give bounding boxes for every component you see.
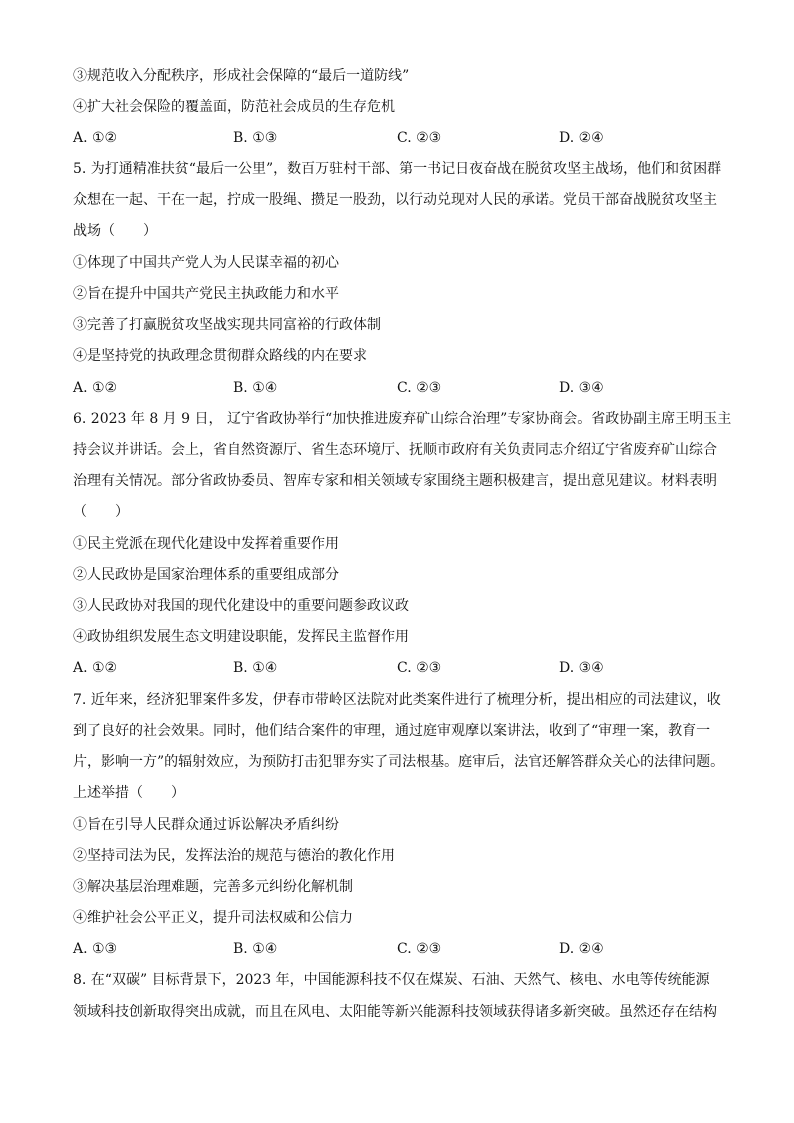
q6-option-b: B. ①④ bbox=[233, 660, 278, 676]
q7-stem-line-2: 到了良好的社会效果。同时，他们结合案件的审理，通过庭审观摩以案讲法，收到了“审理一案，教育一 bbox=[73, 723, 711, 739]
q8-stem-line-2: 领域科技创新取得突出成就，而且在风电、太阳能等新兴能源科技领域获得诸多新突破。虽然还存在结构 bbox=[73, 1004, 717, 1020]
q5-item-1: ①体现了中国共产党人为人民谋幸福的初心 bbox=[73, 255, 339, 271]
q6-stem-line-3: 治理有关情况。部分省政协委员、智库专家和相关领域专家围绕主题积极建言，提出意见建议。材料表明 bbox=[73, 473, 717, 489]
q5-item-2: ②旨在提升中国共产党民主执政能力和水平 bbox=[73, 286, 339, 302]
q5-item-4: ④是坚持党的执政理念贯彻群众路线的内在要求 bbox=[73, 348, 367, 364]
q5-option-d: D. ③④ bbox=[559, 380, 604, 396]
q5-option-c: C. ②③ bbox=[397, 380, 442, 396]
q6-option-c: C. ②③ bbox=[397, 660, 442, 676]
q5-options bbox=[73, 378, 733, 398]
q6-stem-line-2: 持会议并讲话。会上，省自然资源厅、省生态环境厅、抚顺市政府有关负责同志介绍辽宁省废弃矿山综合 bbox=[73, 442, 717, 458]
q6-option-a: A. ①② bbox=[73, 660, 118, 676]
q7-option-b: B. ①④ bbox=[233, 941, 278, 957]
q7-item-2: ②坚持司法为民，发挥法治的规范与德治的教化作用 bbox=[73, 848, 395, 864]
q6-options bbox=[73, 658, 733, 678]
q6-stem-line-4: （ ） bbox=[73, 504, 129, 520]
q4-option-c: C. ②③ bbox=[397, 130, 442, 146]
q6-item-1: ①民主党派在现代化建设中发挥着重要作用 bbox=[73, 536, 339, 552]
q7-stem-line-1: 7. 近年来，经济犯罪案件多发，伊春市带岭区法院对此类案件进行了梳理分析，提出相应的司法建议，收 bbox=[73, 692, 721, 708]
q5-stem-line-2: 众想在一起、干在一起，拧成一股绳、攒足一股劲，以行动兑现对人民的承诺。党员干部奋战脱贫攻坚主 bbox=[73, 192, 717, 208]
q6-item-4: ④政协组织发展生态文明建设职能，发挥民主监督作用 bbox=[73, 629, 409, 645]
q4-item-3: ③规范收入分配秩序，形成社会保障的“最后一道防线” bbox=[73, 68, 410, 84]
q5-stem-line-1: 5. 为打通精准扶贫“最后一公里”，数百万驻村干部、第一书记日夜奋战在脱贫攻坚主战场，他们和贫困群 bbox=[73, 161, 722, 177]
q5-stem-line-3: 战场（ ） bbox=[73, 223, 157, 239]
q7-item-3: ③解决基层治理难题，完善多元纠纷化解机制 bbox=[73, 879, 353, 895]
q4-option-b: B. ①③ bbox=[233, 130, 278, 146]
q4-item-4: ④扩大社会保险的覆盖面，防范社会成员的生存危机 bbox=[73, 99, 395, 115]
q7-option-a: A. ①③ bbox=[73, 941, 118, 957]
q4-option-a: A. ①② bbox=[73, 130, 118, 146]
q8-stem-line-1: 8. 在“双碳” 目标背景下，2023 年，中国能源科技不仅在煤炭、石油、天然气、核电、水电等传统能源 bbox=[73, 972, 710, 988]
q6-item-3: ③人民政协对我国的现代化建设中的重要问题参政议政 bbox=[73, 598, 409, 614]
q7-option-c: C. ②③ bbox=[397, 941, 442, 957]
q5-option-b: B. ①④ bbox=[233, 380, 278, 396]
q7-item-4: ④维护社会公平正义，提升司法权威和公信力 bbox=[73, 910, 353, 926]
q7-options bbox=[73, 939, 733, 959]
q6-stem-line-1: 6. 2023 年 8 月 9 日， 辽宁省政协举行“加快推进废弃矿山综合治理”专家协商会。省政协副主席王明玉主 bbox=[73, 411, 732, 427]
q5-item-3: ③完善了打赢脱贫攻坚战实现共同富裕的行政体制 bbox=[73, 317, 381, 333]
q6-option-d: D. ③④ bbox=[559, 660, 604, 676]
q7-stem-line-3: 片，影响一方”的辐射效应，为预防打击犯罪夯实了司法根基。庭审后，法官还解答群众关心的法律问题。 bbox=[73, 754, 725, 770]
q7-item-1: ①旨在引导人民群众通过诉讼解决矛盾纠纷 bbox=[73, 817, 339, 833]
q7-stem-line-4: 上述举措（ ） bbox=[73, 785, 185, 801]
q4-options bbox=[73, 128, 733, 148]
q5-option-a: A. ①② bbox=[73, 380, 118, 396]
q4-option-d: D. ②④ bbox=[559, 130, 604, 146]
q7-option-d: D. ②④ bbox=[559, 941, 604, 957]
q6-item-2: ②人民政协是国家治理体系的重要组成部分 bbox=[73, 567, 339, 583]
